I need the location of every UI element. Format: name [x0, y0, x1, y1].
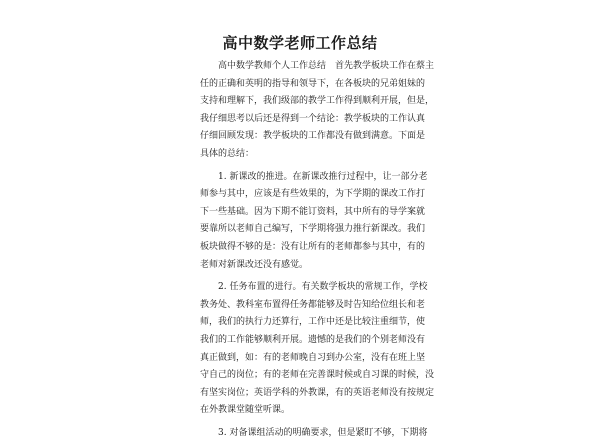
text-line: 仔细回顾发现：教学板块的工作都没有做到满意。下面是: [200, 131, 426, 142]
text-line: 任的正确和英明的指导和领导下，在各板块的兄弟姐妹的: [200, 78, 426, 89]
text-line: 有坚实岗位；英语学科的外教课，有的英语老师没有按规定: [200, 387, 435, 398]
paragraph-item-2: [200, 279, 435, 420]
paragraph-intro: [200, 58, 435, 164]
text-line: 板块做得不够的是：没有让所有的老师都参与其中，有的: [200, 241, 426, 252]
text-line: 3. 对备课组活动的明确要求，但是紧盯不够，下期将: [218, 427, 428, 438]
text-line: 在外教课堂随堂听课。: [200, 405, 291, 416]
text-line: 2. 任务布置的进行。有关数学板块的常规工作，学校: [218, 282, 428, 293]
text-line: 真正做到，如：有的老师晚自习到办公室，没有在班上坚: [200, 352, 426, 363]
text-line: 1. 新课改的推进。在新课改推行过程中，让一部分老: [218, 171, 428, 182]
text-line: 具体的总结：: [200, 148, 255, 159]
text-line: 师参与其中，应该是有些效果的，为下学期的课改工作打: [200, 189, 426, 200]
text-line: 支持和理解下，我们级部的教学工作得到顺利开展，但是，: [200, 96, 435, 107]
text-line: 师，我们的执行力还算行，工作中还是比较注重细节，使: [200, 317, 426, 328]
text-line: 要靠所以老师自己编写，下学期将强力推行新课改。我们: [200, 224, 426, 235]
text-line: 下一些基础。因为下期不能订资料，其中所有的导学案就: [200, 206, 426, 217]
page-title: 高中数学老师工作总结: [222, 34, 378, 52]
text-line: 教务处、教科室布置得任务都能够及时告知给位组长和老: [200, 299, 426, 310]
text-line: 守自己的岗位；有的老师在完善课时候或自习课的时候，没: [200, 370, 435, 381]
text-line: 我仔细思考以后还是得到一个结论：教学板块的工作认真: [200, 113, 426, 124]
text-line: 老师对新课改还没有感觉。: [200, 259, 309, 270]
paragraph-item-1: [200, 169, 428, 275]
text-line: 高中数学教师个人工作总结 首先教学板块工作在蔡主: [218, 61, 435, 71]
paragraph-item-3: [200, 425, 428, 443]
text-line: 我们的工作能够顺利开展。遗憾的是我们的个别老师没有: [200, 334, 426, 345]
document-body: [200, 58, 435, 447]
